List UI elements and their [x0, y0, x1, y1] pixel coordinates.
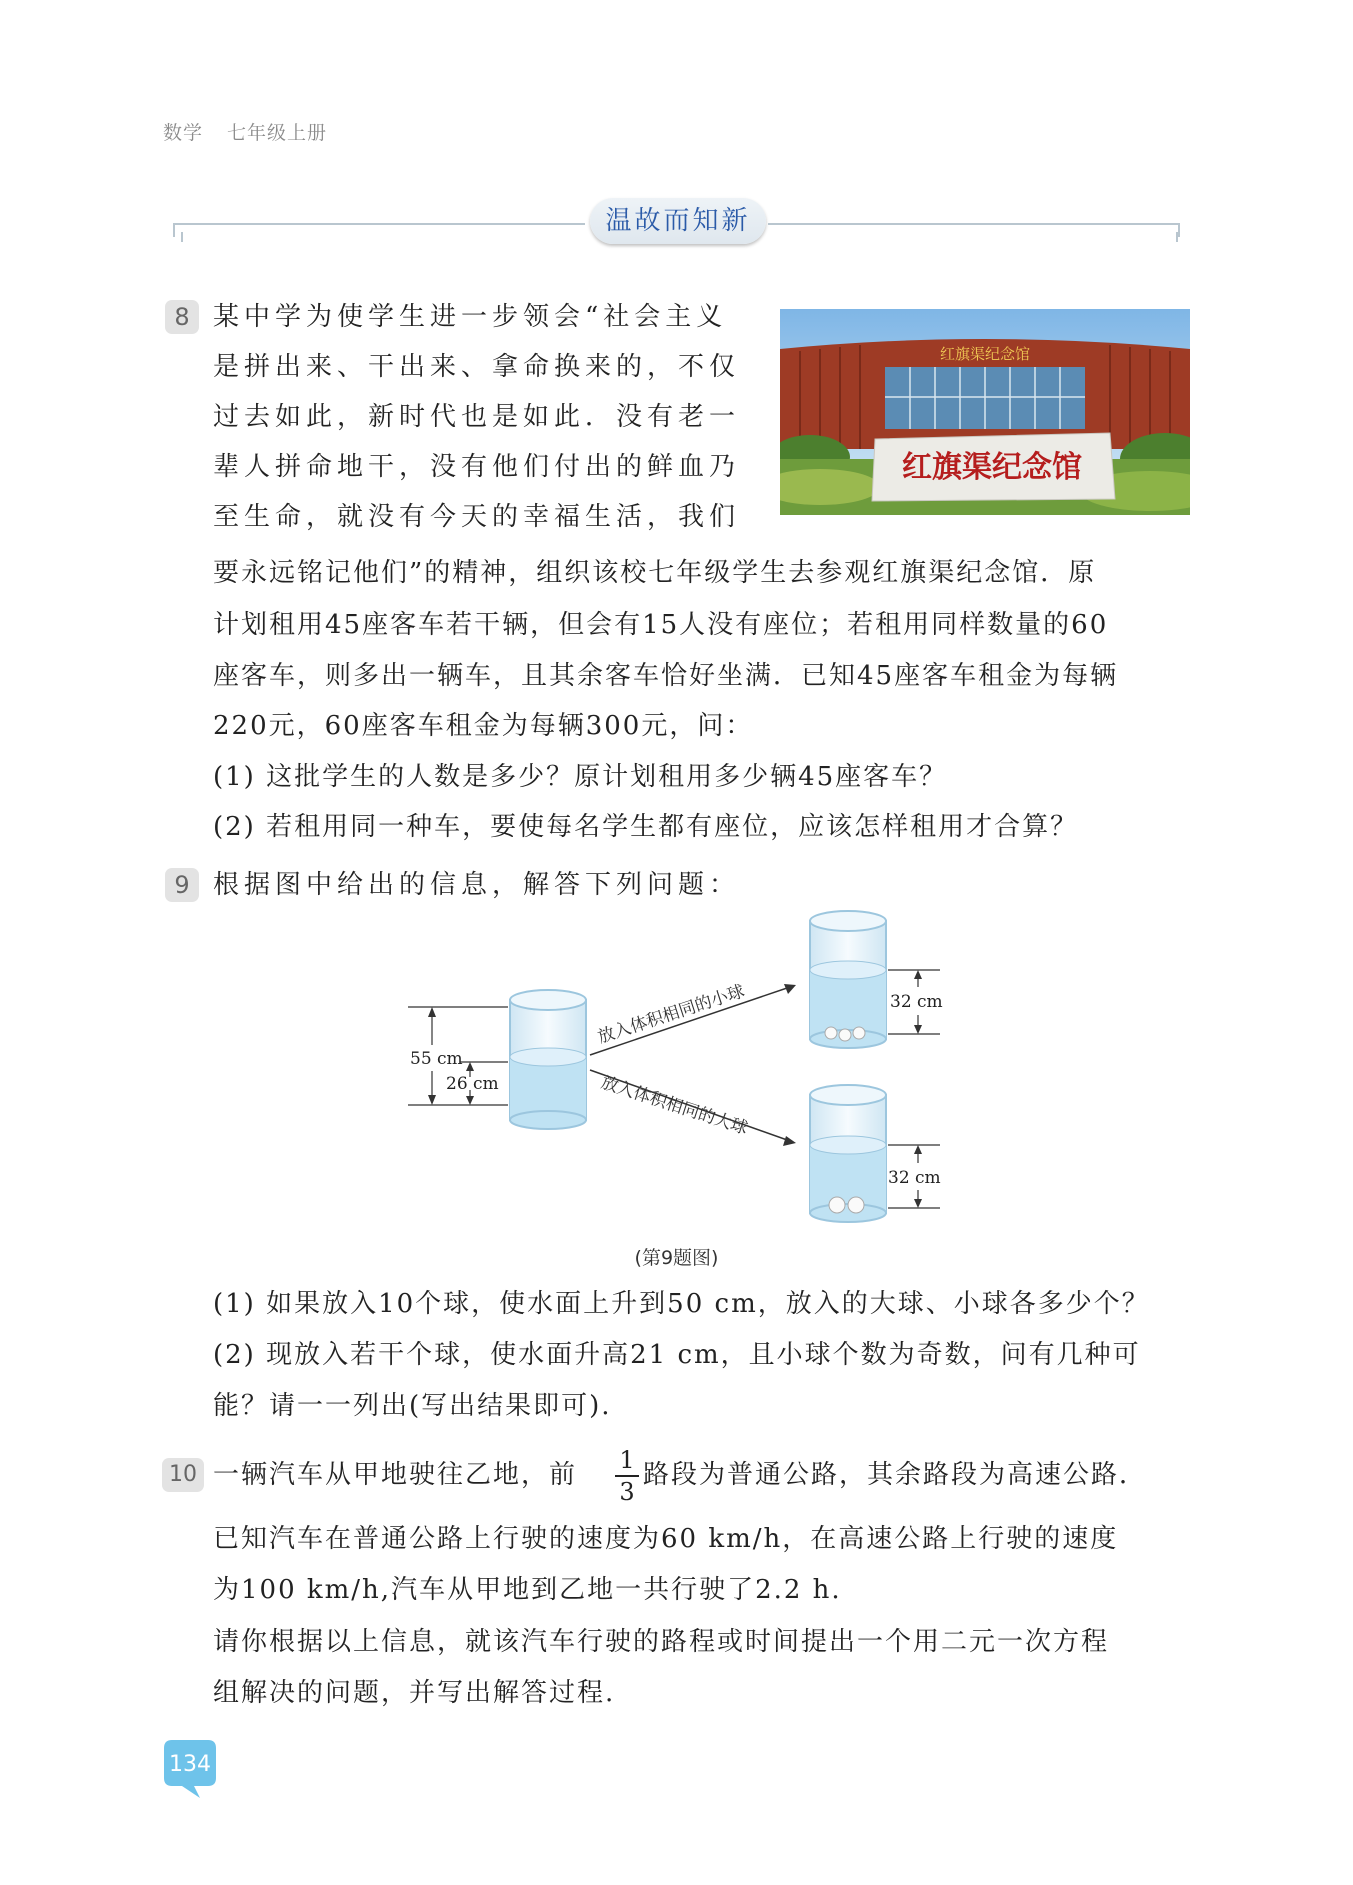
- fraction-one-third: [615, 1446, 639, 1506]
- banner-tick-right: [1168, 232, 1178, 242]
- q9-sub-2-cont: 能？请一一列出(写出结果即可).: [213, 1391, 612, 1421]
- page-header: [163, 118, 327, 145]
- q8-line-1: 某中学为使学生进一步领会“社会主义: [213, 302, 728, 332]
- label-32cm-small: 32 cm: [890, 992, 943, 1012]
- banner-rule-left: [185, 223, 585, 225]
- q8-sub-1: (1) 这批学生的人数是多少？原计划租用多少辆45座客车？: [213, 762, 948, 792]
- header-subject: 数学: [163, 122, 204, 144]
- fraction-denominator: 3: [619, 1478, 635, 1506]
- label-32cm-large: 32 cm: [888, 1168, 941, 1188]
- q10-line-1-after: 路段为普通公路，其余路段为高速公路．: [643, 1460, 1148, 1490]
- question-number-10: 10: [162, 1458, 204, 1492]
- q10-line-4: 请你根据以上信息，就该汽车行驶的路程或时间提出一个用二元一次方程: [213, 1627, 1110, 1657]
- q8-line-6: 要永远铭记他们”的精神，组织该校七年级学生去参观红旗渠纪念馆．原: [213, 558, 1097, 588]
- arrow-label-small: 放入体积相同的小球: [595, 981, 748, 1048]
- page-number-badge: [160, 1738, 220, 1800]
- question-number-8: 8: [165, 300, 199, 334]
- fraction-numerator: 1: [619, 1446, 635, 1474]
- label-55cm: 55 cm: [410, 1049, 463, 1069]
- q8-line-5: 至生命，就没有今天的幸福生活，我们: [213, 502, 741, 532]
- q10-line-2: 已知汽车在普通公路上行驶的速度为60 km/h，在高速公路上行驶的速度: [213, 1524, 1119, 1554]
- q8-line-2: 是拼出来、干出来、拿命换来的，不仅: [213, 352, 741, 382]
- label-26cm: 26 cm: [446, 1074, 499, 1094]
- cylinder-figure: [400, 905, 960, 1235]
- q8-line-9: 220元，60座客车租金为每辆300元，问：: [213, 711, 754, 741]
- header-grade: 七年级上册: [227, 122, 328, 144]
- q10-line-5: 组解决的问题，并写出解答过程.: [213, 1678, 616, 1708]
- q8-line-3: 过去如此，新时代也是如此．没有老一: [213, 402, 741, 432]
- left-cylinder: [510, 990, 586, 1129]
- fraction-bar: [615, 1475, 639, 1477]
- q9-sub-1: (1) 如果放入10个球，使水面上升到50 cm，放入的大球、小球各多少个？: [213, 1289, 1150, 1319]
- question-number-9: 9: [165, 868, 199, 902]
- cylinder-small-balls: [810, 911, 886, 1048]
- arrow-label-large: 放入体积相同的大球: [598, 1072, 751, 1140]
- q8-sub-2: (2) 若租用同一种车，要使每名学生都有座位，应该怎样租用才合算？: [213, 812, 1079, 842]
- page-number: 134: [169, 1752, 211, 1777]
- q10-line-3: 为100 km/h,汽车从甲地到乙地一共行驶了2.2 h.: [213, 1575, 842, 1605]
- q10-line-1-before: 一辆汽车从甲地驶往乙地，前: [213, 1460, 578, 1490]
- q9-sub-2: (2) 现放入若干个球，使水面升高21 cm，且小球个数为奇数，问有几种可: [213, 1340, 1141, 1370]
- q8-line-4: 辈人拼命地干，没有他们付出的鲜血乃: [213, 452, 741, 482]
- cylinder-large-balls: [810, 1085, 886, 1222]
- banner-rule-right: [768, 223, 1168, 225]
- photo-sign-top: 红旗渠纪念馆: [939, 345, 1031, 363]
- q8-line-8: 座客车，则多出一辆车，且其余客车恰好坐满．已知45座客车租金为每辆: [213, 661, 1119, 691]
- memorial-photo: [780, 309, 1190, 515]
- banner-tick-left: [181, 232, 191, 242]
- q9-intro: 根据图中给出的信息，解答下列问题：: [213, 870, 741, 900]
- figure-caption: (第9题图): [634, 1247, 719, 1269]
- q8-line-7: 计划租用45座客车若干辆，但会有15人没有座位；若租用同样数量的60: [213, 610, 1109, 640]
- photo-sign-front: 红旗渠纪念馆: [902, 450, 1082, 485]
- section-banner: 温故而知新: [590, 198, 766, 244]
